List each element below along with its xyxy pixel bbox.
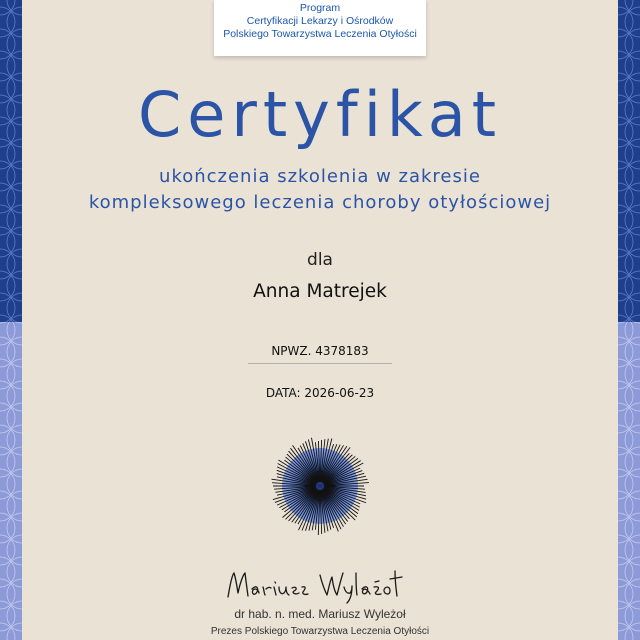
header-line-program: Program (299, 2, 341, 14)
header-line-certification: Certyfikacji Lekarzy i Ośrodków (246, 15, 394, 27)
certificate-title: Certyfikat (137, 78, 503, 151)
starburst-seal-icon (270, 436, 370, 536)
recipient-name: Anna Matrejek (253, 281, 387, 302)
handwritten-signature (222, 565, 418, 605)
signer-name: dr hab. n. med. Mariusz Wyleżoł (234, 607, 406, 621)
for-label: dla (307, 250, 333, 270)
subtitle-line-1: ukończenia szkolenia w zakresie (159, 166, 481, 187)
certificate-date: DATA: 2026-06-23 (265, 386, 375, 400)
npwz-number: NPWZ. 4378183 (248, 344, 392, 364)
subtitle-line-2: kompleksowego leczenia choroby otyłościowej (88, 192, 552, 213)
signer-role: Prezes Polskiego Towarzystwa Leczenia Otyłości (210, 626, 430, 637)
program-header-card (214, 0, 426, 56)
header-line-society: Polskiego Towarzystwa Leczenia Otyłości (223, 28, 417, 40)
certificate-subtitle (0, 164, 640, 216)
